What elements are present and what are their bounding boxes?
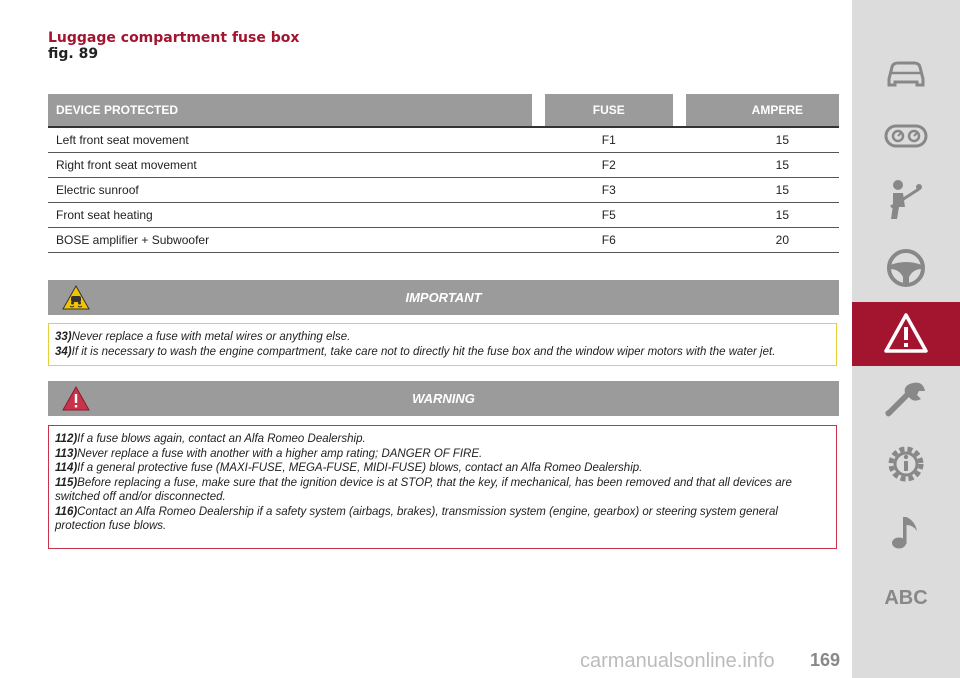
table-header-row (48, 94, 839, 127)
steering-wheel-icon (883, 245, 929, 291)
page-number: 169 (810, 650, 841, 670)
note-item (55, 505, 830, 534)
row-fuse: F1 (545, 127, 673, 153)
col-ampere: AMPERE (686, 94, 839, 127)
sidebar-item-car[interactable] (852, 40, 960, 104)
row-ampere: 15 (686, 153, 839, 178)
note-number: 116) (55, 505, 78, 518)
note-text: Contact an Alfa Romeo Dealership if a safety system (airbags, brakes), transmission system (engine, gearbox) or steering system general protection fuse blows. (55, 505, 778, 532)
row-device: Right front seat movement (48, 153, 532, 178)
row-device: Left front seat movement (48, 127, 532, 153)
note-item (55, 447, 830, 462)
info-gear-icon (883, 441, 929, 487)
note-text: If a general protective fuse (MAXI-FUSE, MEGA-FUSE, MIDI-FUSE) blows, contact an Alfa Romeo Dealership. (77, 462, 643, 474)
row-ampere: 15 (686, 178, 839, 203)
sidebar-item-multimedia[interactable] (852, 500, 960, 564)
important-label: IMPORTANT (405, 290, 482, 305)
note-item (55, 345, 830, 360)
note-number: 115) (55, 476, 78, 489)
sidebar-item-technical[interactable] (852, 432, 960, 496)
row-device: BOSE amplifier + Subwoofer (48, 228, 532, 253)
note-number: 33) (55, 331, 72, 343)
music-note-icon (883, 509, 929, 555)
abc-icon: ABC (884, 586, 928, 609)
note-number: 34) (55, 345, 72, 358)
note-text: If it is necessary to wash the engine compartment, take care not to directly hit the fuse box and the window wiper motors with the water jet. (71, 345, 776, 358)
table-row (48, 153, 839, 178)
note-text: Never replace a fuse with metal wires or anything else. (71, 331, 351, 343)
warning-label: WARNING (412, 391, 475, 406)
row-device: Front seat heating (48, 203, 532, 228)
warning-banner (48, 381, 839, 416)
row-fuse: F5 (545, 203, 673, 228)
seat-belt-icon (883, 177, 929, 223)
fuse-table (48, 94, 839, 253)
note-item (55, 476, 830, 505)
col-device: DEVICE PROTECTED (48, 94, 532, 127)
note-text: If a fuse blows again, contact an Alfa Romeo Dealership. (77, 433, 366, 445)
warning-triangle-icon (883, 311, 929, 357)
sidebar-item-maintenance[interactable] (852, 368, 960, 432)
note-text: Before replacing a fuse, make sure that the ignition device is at STOP, that the key, if mechanical, has been removed and that all devices are switched off and/or disconnected. (55, 476, 792, 503)
sidebar-item-emergency[interactable] (852, 302, 960, 366)
note-item (55, 461, 830, 476)
row-fuse: F6 (545, 228, 673, 253)
note-item (55, 432, 830, 447)
row-device: Electric sunroof (48, 178, 532, 203)
col-fuse: FUSE (545, 94, 673, 127)
page-title: Luggage compartment fuse box (48, 30, 300, 46)
note-number: 113) (55, 447, 78, 460)
wrench-icon (883, 377, 929, 423)
important-notes (48, 323, 837, 366)
figure-ref: fig. 89 (48, 46, 99, 62)
sidebar-item-dashboard[interactable] (852, 104, 960, 168)
watermark: carmanualsonline.info (580, 650, 775, 672)
page-header (48, 30, 840, 62)
table-row (48, 228, 839, 253)
row-fuse: F2 (545, 153, 673, 178)
row-ampere: 15 (686, 203, 839, 228)
table-row (48, 178, 839, 203)
note-number: 112) (55, 433, 78, 445)
table-row (48, 203, 839, 228)
note-item (55, 330, 830, 345)
car-icon (883, 49, 929, 95)
chapter-sidebar (852, 0, 960, 678)
sidebar-item-index[interactable] (852, 566, 960, 630)
important-banner (48, 280, 839, 315)
sidebar-item-safety[interactable] (852, 168, 960, 232)
row-ampere: 15 (686, 127, 839, 153)
row-fuse: F3 (545, 178, 673, 203)
sidebar-item-driving[interactable] (852, 236, 960, 300)
table-row (48, 127, 839, 153)
dashboard-icon (883, 113, 929, 159)
warning-notes (48, 425, 837, 549)
row-ampere: 20 (686, 228, 839, 253)
note-number: 114) (55, 462, 78, 474)
note-text: Never replace a fuse with another with a higher amp rating; DANGER OF FIRE. (77, 447, 483, 460)
